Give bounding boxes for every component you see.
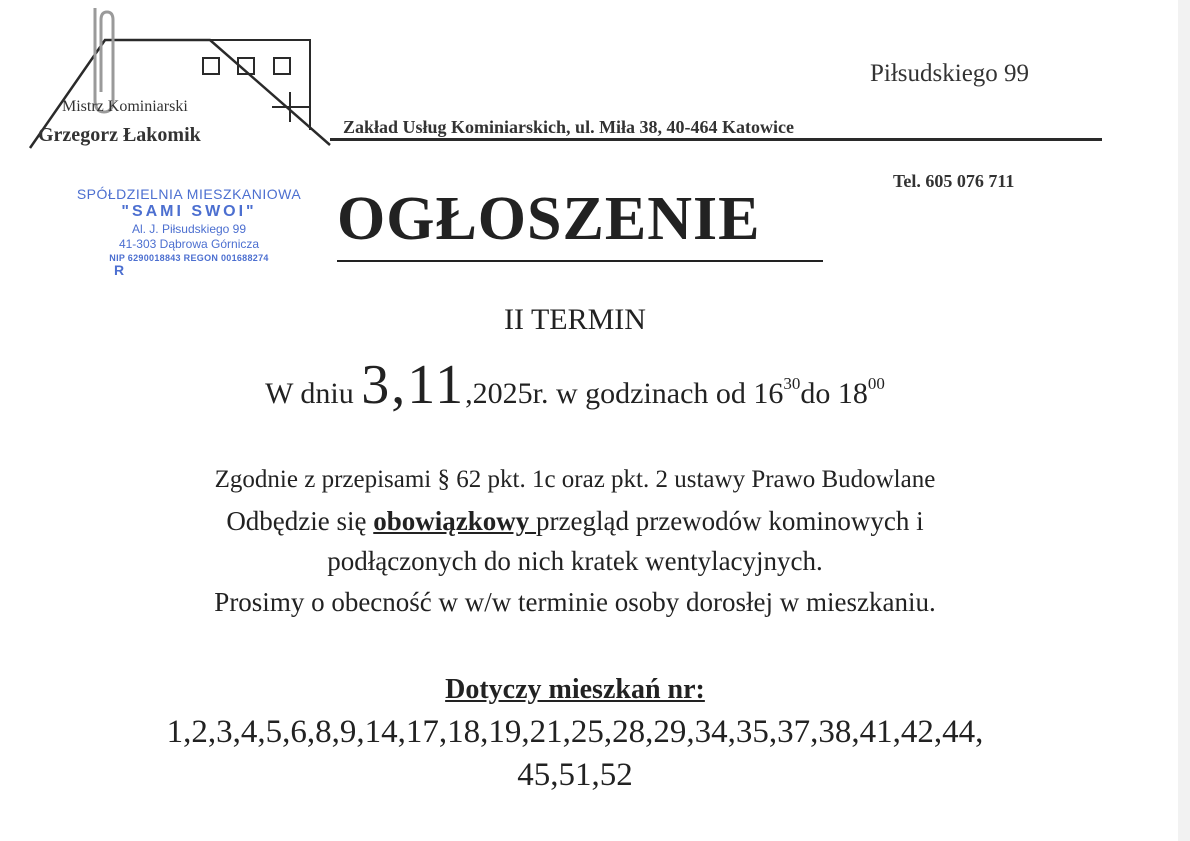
inspection-suffix: przegląd przewodów kominowych i <box>536 506 924 536</box>
window-icon <box>274 58 290 74</box>
to-min: 00 <box>867 374 885 393</box>
from-hour: 16 <box>753 377 784 410</box>
mandatory-word: obowiązkowy <box>373 506 537 536</box>
stamp-signature: R <box>113 262 125 278</box>
apartment-numbers-line-2: 45,51,52 <box>517 757 633 793</box>
apartment-numbers <box>0 711 1150 797</box>
to-hour: 18 <box>837 377 868 410</box>
stamp-line-5: NIP 6290018843 REGON 001688274 <box>109 253 269 263</box>
owner-name: Grzegorz Łakomik <box>38 124 201 146</box>
date-line <box>0 353 1150 417</box>
page-title: OGŁOSZENIE <box>337 185 761 253</box>
date-big: 3,11 <box>361 354 466 416</box>
date-middle: ,2025r. w godzinach od <box>465 377 754 410</box>
presence-request: Prosimy o obecność w w/w terminie osoby dorosłej w mieszkaniu. <box>214 587 936 617</box>
to-word: do <box>800 377 838 410</box>
stamp-line-4: 41-303 Dąbrowa Górnicza <box>118 237 260 251</box>
stamp-line-3: Al. J. Piłsudskiego 99 <box>131 222 247 236</box>
address-top: Piłsudskiego 99 <box>870 60 1030 87</box>
apartments-heading: Dotyczy mieszkań nr: <box>445 674 705 705</box>
paperclip-icon <box>95 8 113 112</box>
cross-window-icon <box>272 92 310 122</box>
mistrz-label: Mistrz Kominiarski <box>62 98 188 115</box>
window-icon <box>203 58 219 74</box>
cooperative-stamp <box>44 186 334 278</box>
vents-line: podłączonych do nich kratek wentylacyjnych. <box>327 546 823 576</box>
stamp-line-1: SPÓŁDZIELNIA MIESZKANIOWA <box>76 186 302 202</box>
title-underline <box>337 260 823 262</box>
header-divider <box>330 138 1102 141</box>
termin-label: II TERMIN <box>504 303 646 336</box>
company-address: Zakład Usług Kominiarskich, ul. Miła 38, 40-464 Katowice <box>343 117 795 137</box>
legal-basis: Zgodnie z przepisami § 62 pkt. 1c oraz pkt. 2 ustawy Prawo Budowlane <box>214 466 936 493</box>
from-min: 30 <box>783 374 801 393</box>
apartment-numbers-line-1: 1,2,3,4,5,6,8,9,14,17,18,19,21,25,28,29,34,35,37,38,41,42,44, <box>166 714 984 750</box>
scan-edge <box>1178 0 1190 841</box>
inspection-line <box>0 506 1150 537</box>
stamp-line-2: "SAMI SWOI" <box>121 203 257 220</box>
date-prefix: W dniu <box>265 377 362 410</box>
inspection-prefix: Odbędzie się <box>226 506 374 536</box>
phone-number: Tel. 605 076 711 <box>893 171 1015 191</box>
